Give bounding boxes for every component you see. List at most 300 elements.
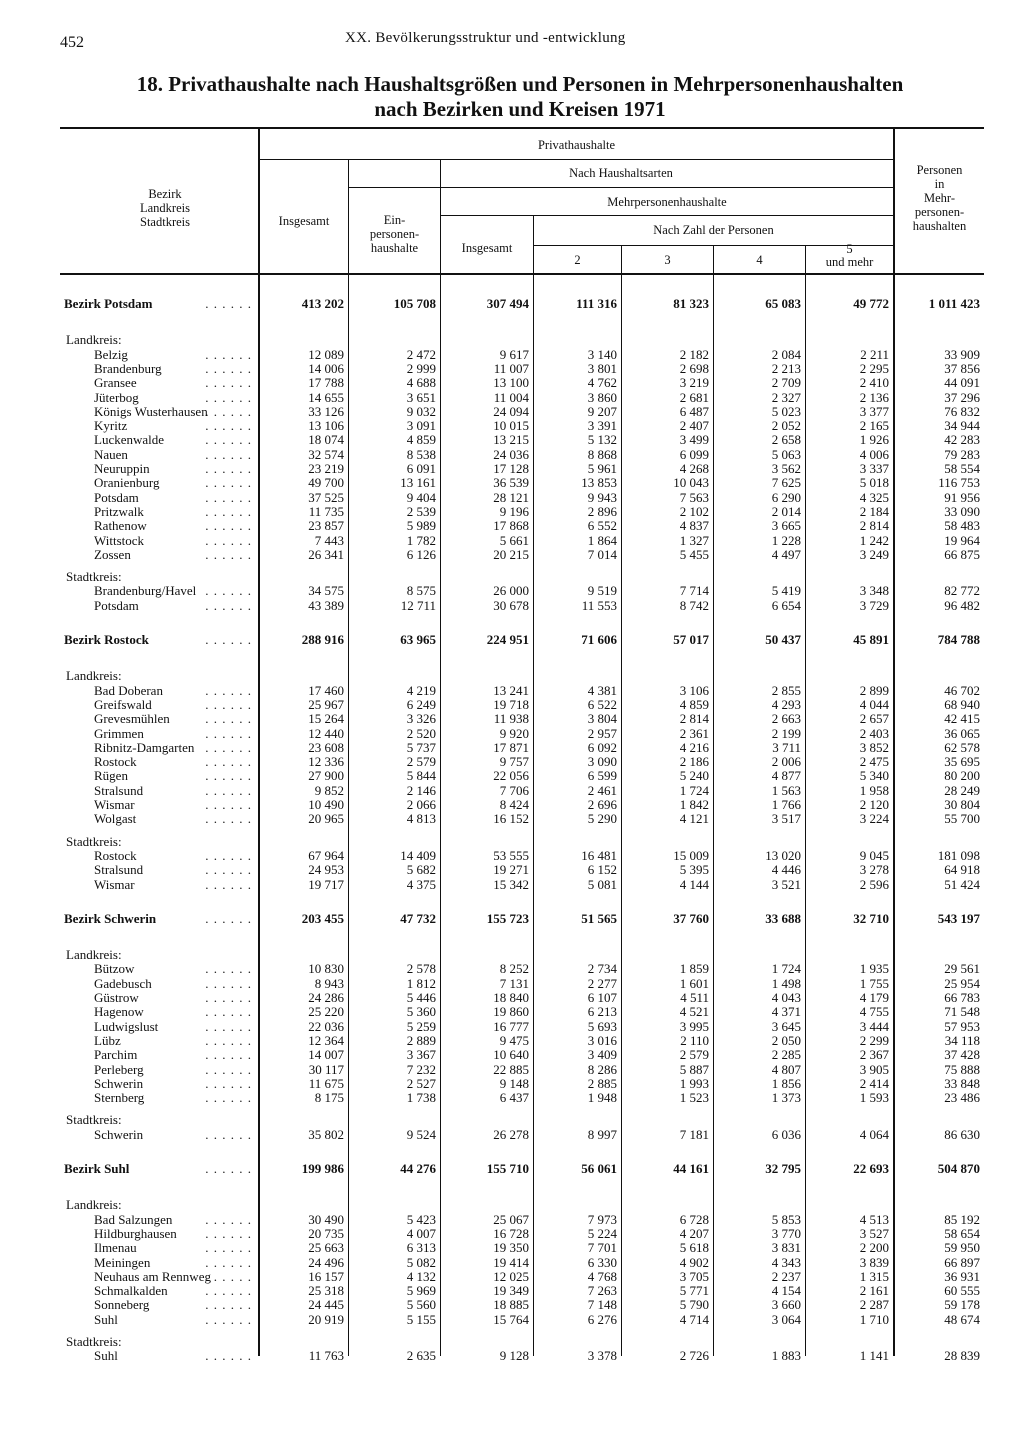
table-cell: 5 290	[587, 811, 617, 827]
row-label: Kyritz	[94, 418, 128, 434]
table-cell: 11 007	[493, 360, 529, 376]
table-cell: 4 859	[406, 432, 436, 448]
group-label: Landkreis:	[66, 1197, 122, 1213]
table-cell: 2 407	[679, 418, 709, 434]
row-label: Belzig	[94, 346, 128, 362]
header-nach-zahl: Nach Zahl der Personen	[653, 223, 774, 237]
dot-leader: . . . . . .	[205, 739, 252, 755]
table-cell: 2 213	[771, 360, 801, 376]
table-cell: 2 136	[859, 389, 889, 405]
table-cell: 3 064	[771, 1311, 801, 1327]
table-cell: 60 555	[944, 1283, 980, 1299]
table-cell: 58 554	[944, 461, 980, 476]
table-cell: 9 196	[499, 503, 529, 519]
table-cell: 45 891	[853, 632, 889, 647]
dot-leader: . . . . . .	[205, 682, 252, 698]
table-cell: 2 146	[406, 782, 436, 798]
table-cell: 4 293	[771, 696, 801, 712]
row-label: Neuruppin	[94, 461, 150, 476]
table-cell: 2 295	[859, 360, 889, 376]
table-cell: 1 523	[679, 1090, 709, 1106]
header-personen: Personen in Mehr- personen- haushalten	[912, 163, 967, 233]
table-cell: 32 795	[765, 1161, 801, 1176]
table-cell: 2 596	[859, 876, 889, 892]
row-label: Nauen	[94, 446, 128, 462]
table-cell: 2 855	[771, 682, 801, 698]
table-cell: 9 852	[314, 782, 344, 798]
table-cell: 2 084	[771, 346, 801, 362]
header-stub: Bezirk Landkreis Stadtkreis	[140, 187, 190, 229]
table-cell: 20 215	[493, 546, 529, 562]
row-label: Zossen	[94, 546, 131, 562]
table-cell: 4 325	[859, 489, 889, 505]
table-cell: 26 341	[308, 546, 344, 562]
dot-leader: . . . . . .	[205, 876, 252, 892]
table-cell: 37 296	[944, 389, 980, 405]
header-2-personen: 2	[574, 253, 581, 267]
table-cell: 24 496	[308, 1254, 344, 1270]
table-cell: 2 698	[679, 360, 709, 376]
table-cell: 12 336	[308, 754, 344, 770]
table-cell: 5 018	[859, 475, 889, 491]
row-label: Stralsund	[94, 862, 144, 878]
table-cell: 44 161	[673, 1161, 709, 1176]
table-cell: 3 645	[771, 1018, 801, 1034]
table-cell: 3 016	[587, 1032, 617, 1048]
table-cell: 1 724	[771, 961, 801, 977]
row-label: Wismar	[94, 797, 135, 812]
dot-leader: . . . . . .	[205, 990, 252, 1005]
table-cell: 5 446	[406, 990, 436, 1005]
table-cell: 4 179	[859, 990, 889, 1005]
table-cell: 2 237	[771, 1268, 801, 1284]
table-cell: 5 844	[406, 768, 436, 784]
table-cell: 85 192	[944, 1211, 980, 1227]
row-label: Bützow	[94, 961, 135, 977]
table-cell: 2 681	[679, 389, 709, 405]
table-cell: 5 132	[587, 432, 617, 448]
table-cell: 2 211	[860, 346, 889, 362]
table-cell: 13 853	[581, 475, 617, 491]
table-cell: 3 106	[679, 682, 709, 698]
table-cell: 2 184	[859, 503, 889, 519]
table-cell: 6 487	[679, 403, 709, 419]
table-cell: 2 165	[859, 418, 889, 434]
table-cell: 13 100	[493, 375, 529, 391]
table-cell: 3 705	[679, 1268, 709, 1284]
table-cell: 12 025	[493, 1268, 529, 1284]
table-cell: 71 548	[944, 1004, 980, 1020]
table-cell: 1 738	[406, 1090, 436, 1106]
table-cell: 10 830	[308, 961, 344, 977]
table-cell: 3 278	[859, 862, 889, 878]
table-cell: 199 986	[301, 1161, 344, 1176]
table-cell: 105 708	[393, 296, 436, 311]
table-cell: 4 132	[406, 1268, 436, 1284]
table-cell: 7 563	[679, 489, 709, 505]
row-label: Jüterbog	[94, 389, 139, 405]
group-label: Landkreis:	[66, 947, 122, 963]
table-cell: 4 121	[679, 811, 709, 827]
table-cell: 2 957	[587, 725, 617, 741]
table-cell: 8 943	[314, 975, 344, 991]
table-cell: 3 839	[859, 1254, 889, 1270]
table-cell: 4 714	[679, 1311, 709, 1327]
row-label: Suhl	[94, 1348, 118, 1364]
dot-leader: . . . . . .	[205, 725, 252, 741]
table-cell: 91 956	[944, 489, 980, 505]
table-cell: 18 074	[308, 432, 344, 448]
table-cell: 81 323	[673, 296, 709, 311]
table-cell: 37 525	[308, 489, 344, 505]
table-cell: 76 832	[944, 403, 980, 419]
table-cell: 3 660	[771, 1297, 801, 1313]
table-cell: 49 772	[853, 296, 889, 311]
table-cell: 7 714	[679, 583, 709, 599]
table-cell: 66 897	[944, 1254, 980, 1270]
table-cell: 181 098	[937, 847, 980, 863]
dot-leader: . . . . . .	[205, 1126, 252, 1142]
table-cell: 46 702	[944, 682, 980, 698]
table-cell: 17 871	[493, 739, 529, 755]
table-cell: 4 762	[587, 375, 617, 391]
dot-leader: . . . . . .	[205, 1254, 252, 1270]
dot-leader: . . . . . .	[205, 1047, 252, 1063]
table-cell: 3 517	[771, 811, 801, 827]
table-cell: 80 200	[944, 768, 980, 784]
header-nach-haushaltsarten: Nach Haushaltsarten	[569, 166, 673, 180]
table-cell: 4 007	[406, 1225, 436, 1241]
table-cell: 4 755	[859, 1004, 889, 1020]
dot-leader: . . . . . .	[205, 583, 252, 599]
table-cell: 4 446	[771, 862, 801, 878]
table-cell: 1 812	[406, 975, 436, 991]
table-cell: 9 032	[406, 403, 436, 419]
table-cell: 53 555	[493, 847, 529, 863]
dot-leader: . . . . . .	[205, 446, 252, 462]
table-cell: 24 445	[308, 1297, 344, 1313]
table-cell: 26 000	[493, 583, 529, 599]
table-cell: 29 561	[944, 961, 980, 977]
dot-leader: . . . . . .	[205, 489, 252, 505]
table-cell: 155 710	[486, 1161, 529, 1176]
table-cell: 116 753	[938, 475, 980, 491]
header-insgesamt: Insgesamt	[278, 214, 330, 228]
row-label: Potsdam	[94, 489, 139, 505]
table-cell: 34 575	[308, 583, 344, 599]
table-cell: 2 578	[406, 961, 436, 977]
table-cell: 3 378	[587, 1348, 617, 1364]
table-cell: 11 004	[493, 389, 529, 405]
dot-leader: . . . . . .	[205, 1090, 252, 1106]
table-cell: 4 877	[771, 768, 801, 784]
table-cell: 3 905	[859, 1061, 889, 1077]
table-cell: 2 709	[771, 375, 801, 391]
row-label: Luckenwalde	[94, 432, 165, 448]
table-cell: 6 654	[771, 597, 801, 613]
row-label: Grimmen	[94, 725, 144, 741]
row-label: Bezirk Potsdam	[64, 296, 153, 311]
table-cell: 16 481	[581, 847, 617, 863]
table-cell: 44 276	[400, 1161, 436, 1176]
table-cell: 6 599	[587, 768, 617, 784]
table-cell: 15 264	[308, 711, 344, 727]
row-label: Grevesmühlen	[94, 711, 170, 727]
table-cell: 2 475	[859, 754, 889, 770]
row-label: Königs Wusterhausen	[94, 403, 208, 419]
row-label: Bad Salzungen	[94, 1211, 173, 1227]
table-cell: 5 155	[406, 1311, 436, 1327]
table-cell: 19 718	[493, 696, 529, 712]
table-cell: 4 006	[859, 446, 889, 462]
table-cell: 23 857	[308, 518, 344, 534]
dot-leader: . . . . . .	[205, 754, 252, 770]
table-cell: 1 242	[859, 532, 889, 548]
table-cell: 13 106	[308, 418, 344, 434]
header-5-und-mehr: 5 und mehr	[825, 242, 874, 269]
table-cell: 1 782	[406, 532, 436, 548]
table-cell: 9 207	[587, 403, 617, 419]
table-cell: 59 178	[944, 1297, 980, 1313]
table-cell: 5 682	[406, 862, 436, 878]
dot-leader: . . . . . .	[205, 1268, 252, 1284]
dot-leader: . . . . . .	[205, 461, 252, 476]
table-cell: 1 373	[771, 1090, 801, 1106]
dot-leader: . . . . . .	[205, 975, 252, 991]
table-cell: 79 283	[944, 446, 980, 462]
table-cell: 8 424	[499, 797, 529, 812]
table-cell: 5 063	[771, 446, 801, 462]
table-cell: 2 814	[679, 711, 709, 727]
table-cell: 4 343	[771, 1254, 801, 1270]
dot-leader: . . . . . .	[205, 1225, 252, 1241]
table-cell: 1 926	[859, 432, 889, 448]
row-label: Stralsund	[94, 782, 144, 798]
row-label: Gadebusch	[94, 975, 152, 991]
table-cell: 2 120	[859, 797, 889, 812]
table-cell: 71 606	[581, 632, 617, 647]
table-cell: 307 494	[486, 296, 529, 311]
table-cell: 2 161	[859, 1283, 889, 1299]
table-cell: 20 735	[308, 1225, 344, 1241]
table-cell: 24 953	[308, 862, 344, 878]
dot-leader: . . . . . .	[205, 847, 252, 863]
table-cell: 3 801	[587, 360, 617, 376]
row-label: Schmalkalden	[94, 1283, 168, 1299]
table-cell: 9 943	[587, 489, 617, 505]
dot-leader: . . . . . .	[205, 1032, 252, 1048]
group-label: Stadtkreis:	[66, 1334, 122, 1349]
table-cell: 12 440	[308, 725, 344, 741]
dot-leader: . . . . . .	[205, 1311, 252, 1327]
table-cell: 34 944	[944, 418, 980, 434]
table-cell: 6 213	[587, 1004, 617, 1020]
table-cell: 2 635	[406, 1348, 436, 1364]
dot-leader: . . . . . .	[205, 475, 252, 491]
table-cell: 2 200	[859, 1240, 889, 1256]
table-cell: 58 483	[944, 518, 980, 534]
table-cell: 4 521	[679, 1004, 709, 1020]
row-label: Brandenburg/Havel	[94, 583, 197, 599]
table-cell: 64 918	[944, 862, 980, 878]
table-cell: 1 593	[859, 1090, 889, 1106]
table-cell: 28 121	[493, 489, 529, 505]
table-cell: 8 175	[314, 1090, 344, 1106]
table-cell: 2 726	[679, 1348, 709, 1364]
table-cell: 75 888	[944, 1061, 980, 1077]
row-label: Ribnitz-Damgarten	[94, 739, 195, 755]
table-cell: 24 036	[493, 446, 529, 462]
table-cell: 22 693	[853, 1161, 889, 1176]
table-cell: 66 783	[944, 990, 980, 1005]
table-cell: 7 131	[499, 975, 529, 991]
row-label: Perleberg	[94, 1061, 144, 1077]
dot-leader: . . . . . .	[205, 696, 252, 712]
table-cell: 4 375	[406, 876, 436, 892]
table-cell: 1 958	[859, 782, 889, 798]
table-cell: 4 807	[771, 1061, 801, 1077]
table-cell: 6 107	[587, 990, 617, 1005]
table-cell: 30 117	[308, 1061, 344, 1077]
table-cell: 3 377	[859, 403, 889, 419]
table-cell: 7 148	[587, 1297, 617, 1313]
table-cell: 15 764	[493, 1311, 529, 1327]
table-cell: 10 640	[493, 1047, 529, 1063]
table-cell: 10 490	[308, 797, 344, 812]
row-label: Wittstock	[94, 532, 145, 548]
table-cell: 96 482	[944, 597, 980, 613]
row-label: Schwerin	[94, 1075, 144, 1091]
table-cell: 33 090	[944, 503, 980, 519]
table-cell: 28 839	[944, 1348, 980, 1364]
dot-leader: . . . . . .	[205, 1283, 252, 1299]
table-cell: 25 967	[308, 696, 344, 712]
row-label: Neuhaus am Rennweg	[94, 1268, 211, 1284]
table-cell: 5 419	[771, 583, 801, 599]
table-cell: 9 524	[406, 1126, 436, 1142]
group-label: Stadtkreis:	[66, 833, 122, 849]
dot-leader: . . . . . .	[205, 1018, 252, 1034]
table-cell: 30 678	[493, 597, 529, 613]
table-cell: 3 521	[771, 876, 801, 892]
table-cell: 4 511	[680, 990, 709, 1005]
row-label: Meiningen	[94, 1254, 151, 1270]
table-cell: 6 126	[406, 546, 436, 562]
row-label: Oranienburg	[94, 475, 160, 491]
dot-leader: . . . . . .	[205, 503, 252, 519]
dot-leader: . . . . . .	[205, 546, 252, 562]
table-cell: 23 486	[944, 1090, 980, 1106]
table-cell: 6 290	[771, 489, 801, 505]
table-cell: 34 118	[944, 1032, 980, 1048]
table-cell: 22 056	[493, 768, 529, 784]
table-cell: 25 318	[308, 1283, 344, 1299]
dot-leader: . . . . . .	[205, 432, 252, 448]
table-cell: 2 367	[859, 1047, 889, 1063]
table-cell: 17 788	[308, 375, 344, 391]
table-cell: 3 729	[859, 597, 889, 613]
table-cell: 5 693	[587, 1018, 617, 1034]
table-cell: 13 161	[400, 475, 436, 491]
table-cell: 16 152	[493, 811, 529, 827]
table-cell: 33 848	[944, 1075, 980, 1091]
table-cell: 504 870	[937, 1161, 980, 1176]
table-cell: 5 340	[859, 768, 889, 784]
table-cell: 2 899	[859, 682, 889, 698]
table-cell: 9 617	[499, 346, 529, 362]
table-cell: 2 889	[406, 1032, 436, 1048]
table-cell: 37 760	[673, 910, 709, 926]
title-line-2: nach Bezirken und Kreisen 1971	[374, 97, 666, 121]
dot-leader: . . . . . .	[205, 418, 252, 434]
table-cell: 1 327	[679, 532, 709, 548]
table-cell: 51 424	[944, 876, 980, 892]
table-cell: 11 553	[581, 597, 617, 613]
table-cell: 5 961	[587, 461, 617, 476]
table-cell: 1 859	[679, 961, 709, 977]
table-cell: 16 157	[308, 1268, 344, 1284]
table-cell: 3 140	[587, 346, 617, 362]
row-label: Rügen	[94, 768, 128, 784]
table-cell: 4 513	[859, 1211, 889, 1227]
dot-leader: . . . . . .	[205, 797, 252, 812]
table-cell: 17 868	[493, 518, 529, 534]
dot-leader: . . . . . .	[205, 632, 252, 647]
row-label: Schwerin	[94, 1126, 144, 1142]
table-cell: 11 763	[308, 1348, 344, 1364]
table-cell: 2 186	[679, 754, 709, 770]
table-cell: 1 856	[771, 1075, 801, 1091]
table-cell: 5 240	[679, 768, 709, 784]
table-cell: 4 497	[771, 546, 801, 562]
table-cell: 2 696	[587, 797, 617, 812]
table-cell: 7 701	[587, 1240, 617, 1256]
table-cell: 10 015	[493, 418, 529, 434]
table-cell: 5 790	[679, 1297, 709, 1313]
table-cell: 7 232	[406, 1061, 436, 1077]
dot-leader: . . . . . .	[205, 862, 252, 878]
dot-leader: . . . . . .	[205, 1061, 252, 1077]
table-cell: 2 814	[859, 518, 889, 534]
table-cell: 20 919	[308, 1311, 344, 1327]
table-cell: 20 965	[308, 811, 344, 827]
page-number: 452	[60, 34, 84, 51]
table-cell: 36 539	[493, 475, 529, 491]
table-cell: 19 717	[308, 876, 344, 892]
table-cell: 1 948	[587, 1090, 617, 1106]
table-cell: 66 875	[944, 546, 980, 562]
header-einpersonen: Ein- personen- haushalte	[369, 213, 420, 255]
table-cell: 13 241	[493, 682, 529, 698]
table-cell: 32 574	[308, 446, 344, 462]
table-cell: 23 219	[308, 461, 344, 476]
table-cell: 63 965	[400, 632, 436, 647]
table-cell: 33 688	[765, 910, 801, 926]
dot-leader: . . . . . .	[205, 1004, 252, 1020]
table-cell: 27 900	[308, 768, 344, 784]
table-cell: 51 565	[581, 910, 617, 926]
table-cell: 2 102	[679, 503, 709, 519]
table-cell: 3 852	[859, 739, 889, 755]
table-cell: 7 014	[587, 546, 617, 562]
table-cell: 2 896	[587, 503, 617, 519]
table-cell: 11 675	[308, 1075, 344, 1091]
table-cell: 19 414	[493, 1254, 529, 1270]
table-cell: 3 337	[859, 461, 889, 476]
table-cell: 5 853	[771, 1211, 801, 1227]
table-cell: 3 860	[587, 389, 617, 405]
table-cell: 55 700	[944, 811, 980, 827]
